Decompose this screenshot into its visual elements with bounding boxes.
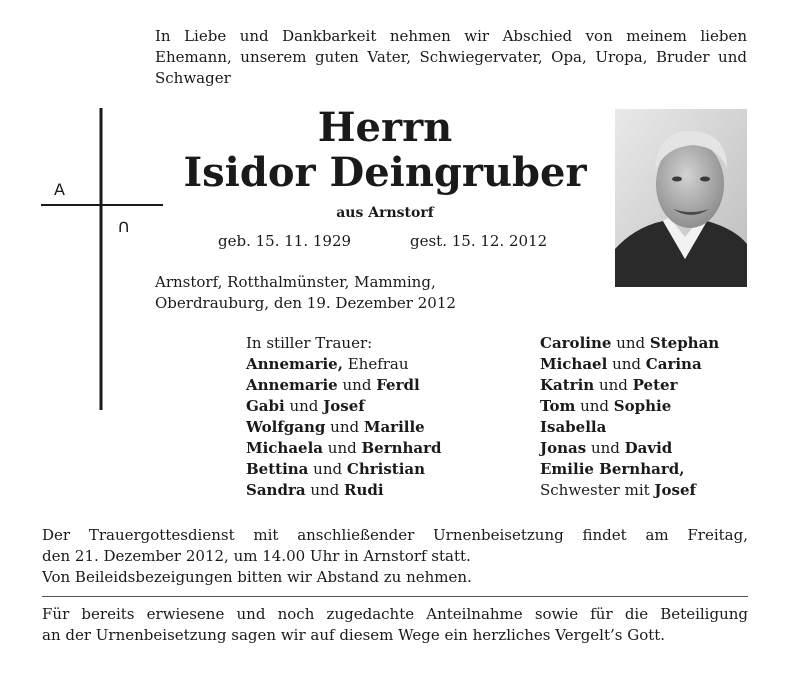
- mourner-line: [246, 459, 442, 480]
- mourner-text: Ferdl: [376, 376, 420, 394]
- intro-text: In Liebe und Dankbarkeit nehmen wir Abschied von meinem lieben Ehemann, unserem guten Vater, Schwiegervater, Opa, Uropa, Bruder und Schwager: [155, 27, 747, 87]
- mourner-text: Josef: [323, 397, 365, 415]
- mourner-text: Jonas: [540, 439, 587, 457]
- cross-icon: [38, 104, 168, 414]
- mourner-text: Tom: [540, 397, 576, 415]
- thanks-line-1: Für bereits erwiesene und noch zugedachte Anteilnahme sowie für die Beteiligung: [42, 605, 748, 623]
- mourner-text: Marille: [363, 418, 425, 436]
- mourner-text: Peter: [632, 376, 678, 394]
- mourner-text: und: [305, 481, 345, 499]
- mourner-text: und: [575, 397, 614, 415]
- thanks-line-2: an der Urnenbeisetzung sagen wir auf diesem Wege ein herzliches Vergelt’s Gott.: [42, 626, 666, 644]
- service-line-1: Der Trauergottesdienst mit anschließender Urnenbeisetzung findet am Freitag,: [42, 526, 748, 544]
- mourner-text: und: [611, 334, 650, 352]
- mourner-text: Bettina: [246, 460, 309, 478]
- mourner-line: [246, 417, 442, 438]
- mourner-line: [540, 354, 719, 375]
- thanks-notice: [42, 604, 748, 646]
- mourner-text: Caroline: [540, 334, 612, 352]
- mourner-text: Isabella: [540, 418, 607, 436]
- mourner-line: [540, 417, 719, 438]
- mourner-text: und: [308, 460, 347, 478]
- mourner-text: und: [607, 355, 646, 373]
- mourner-text: und: [284, 397, 324, 415]
- mourner-text: und: [337, 376, 377, 394]
- place-line-2: Oberdrauburg, den 19. Dezember 2012: [155, 294, 456, 312]
- mourner-line: [540, 459, 719, 480]
- omega-letter: ∩: [117, 216, 131, 237]
- mourner-line: [246, 480, 442, 501]
- mourners-left: [246, 333, 442, 501]
- salutation: Herrn: [317, 104, 453, 151]
- deceased-name: Isidor Deingruber: [183, 149, 587, 196]
- mourner-line: [540, 438, 719, 459]
- mourner-text: Christian: [346, 460, 426, 478]
- mourner-text: Annemarie,: [246, 355, 343, 373]
- mourner-text: und: [323, 439, 362, 457]
- mourner-text: Bernhard: [361, 439, 442, 457]
- mourner-text: Sophie: [613, 397, 672, 415]
- mourner-line: [246, 396, 442, 417]
- mourner-text: Carina: [645, 355, 702, 373]
- birth-date: geb. 15. 11. 1929: [218, 232, 352, 250]
- mourner-text: David: [624, 439, 673, 457]
- mourner-text: Stephan: [649, 334, 720, 352]
- service-line-2: den 21. Dezember 2012, um 14.00 Uhr in Arnstorf statt.: [42, 547, 471, 565]
- mourner-text: Annemarie: [246, 376, 338, 394]
- mourner-text: und: [586, 439, 625, 457]
- mourner-text: Michael: [540, 355, 608, 373]
- mourner-line: [246, 333, 442, 354]
- mourners-right: [540, 333, 719, 501]
- mourner-text: Josef: [654, 481, 696, 499]
- mourner-text: Katrin: [540, 376, 595, 394]
- service-notice: [42, 525, 748, 588]
- mourner-text: und: [325, 418, 364, 436]
- mourner-text: Emilie Bernhard,: [540, 460, 685, 478]
- place-line-1: Arnstorf, Rotthalmünster, Mamming,: [155, 273, 436, 291]
- mourner-line: [246, 354, 442, 375]
- mourner-text: Sandra: [246, 481, 306, 499]
- mourner-text: Michaela: [246, 439, 324, 457]
- mourner-text: Wolfgang: [246, 418, 326, 436]
- mourner-line: [246, 438, 442, 459]
- alpha-letter: A: [54, 180, 65, 199]
- mourner-line: [540, 375, 719, 396]
- portrait-photo: [615, 109, 747, 287]
- mourner-text: Rudi: [344, 481, 384, 499]
- mourner-text: Gabi: [246, 397, 285, 415]
- mourner-line: [246, 375, 442, 396]
- death-date: gest. 15. 12. 2012: [410, 232, 548, 250]
- mourner-text: Ehefrau: [342, 355, 409, 373]
- divider: [42, 596, 748, 597]
- origin: aus Arnstorf: [336, 205, 434, 221]
- mourner-text: Schwester mit: [540, 481, 655, 499]
- mourner-text: In stiller Trauer:: [246, 334, 373, 352]
- place-date: [155, 272, 456, 314]
- mourner-text: und: [594, 376, 633, 394]
- mourner-line: [540, 333, 719, 354]
- mourner-line: [540, 396, 719, 417]
- mourner-line: [540, 480, 719, 501]
- service-line-3: Von Beileidsbezeigungen bitten wir Abstand zu nehmen.: [42, 568, 472, 586]
